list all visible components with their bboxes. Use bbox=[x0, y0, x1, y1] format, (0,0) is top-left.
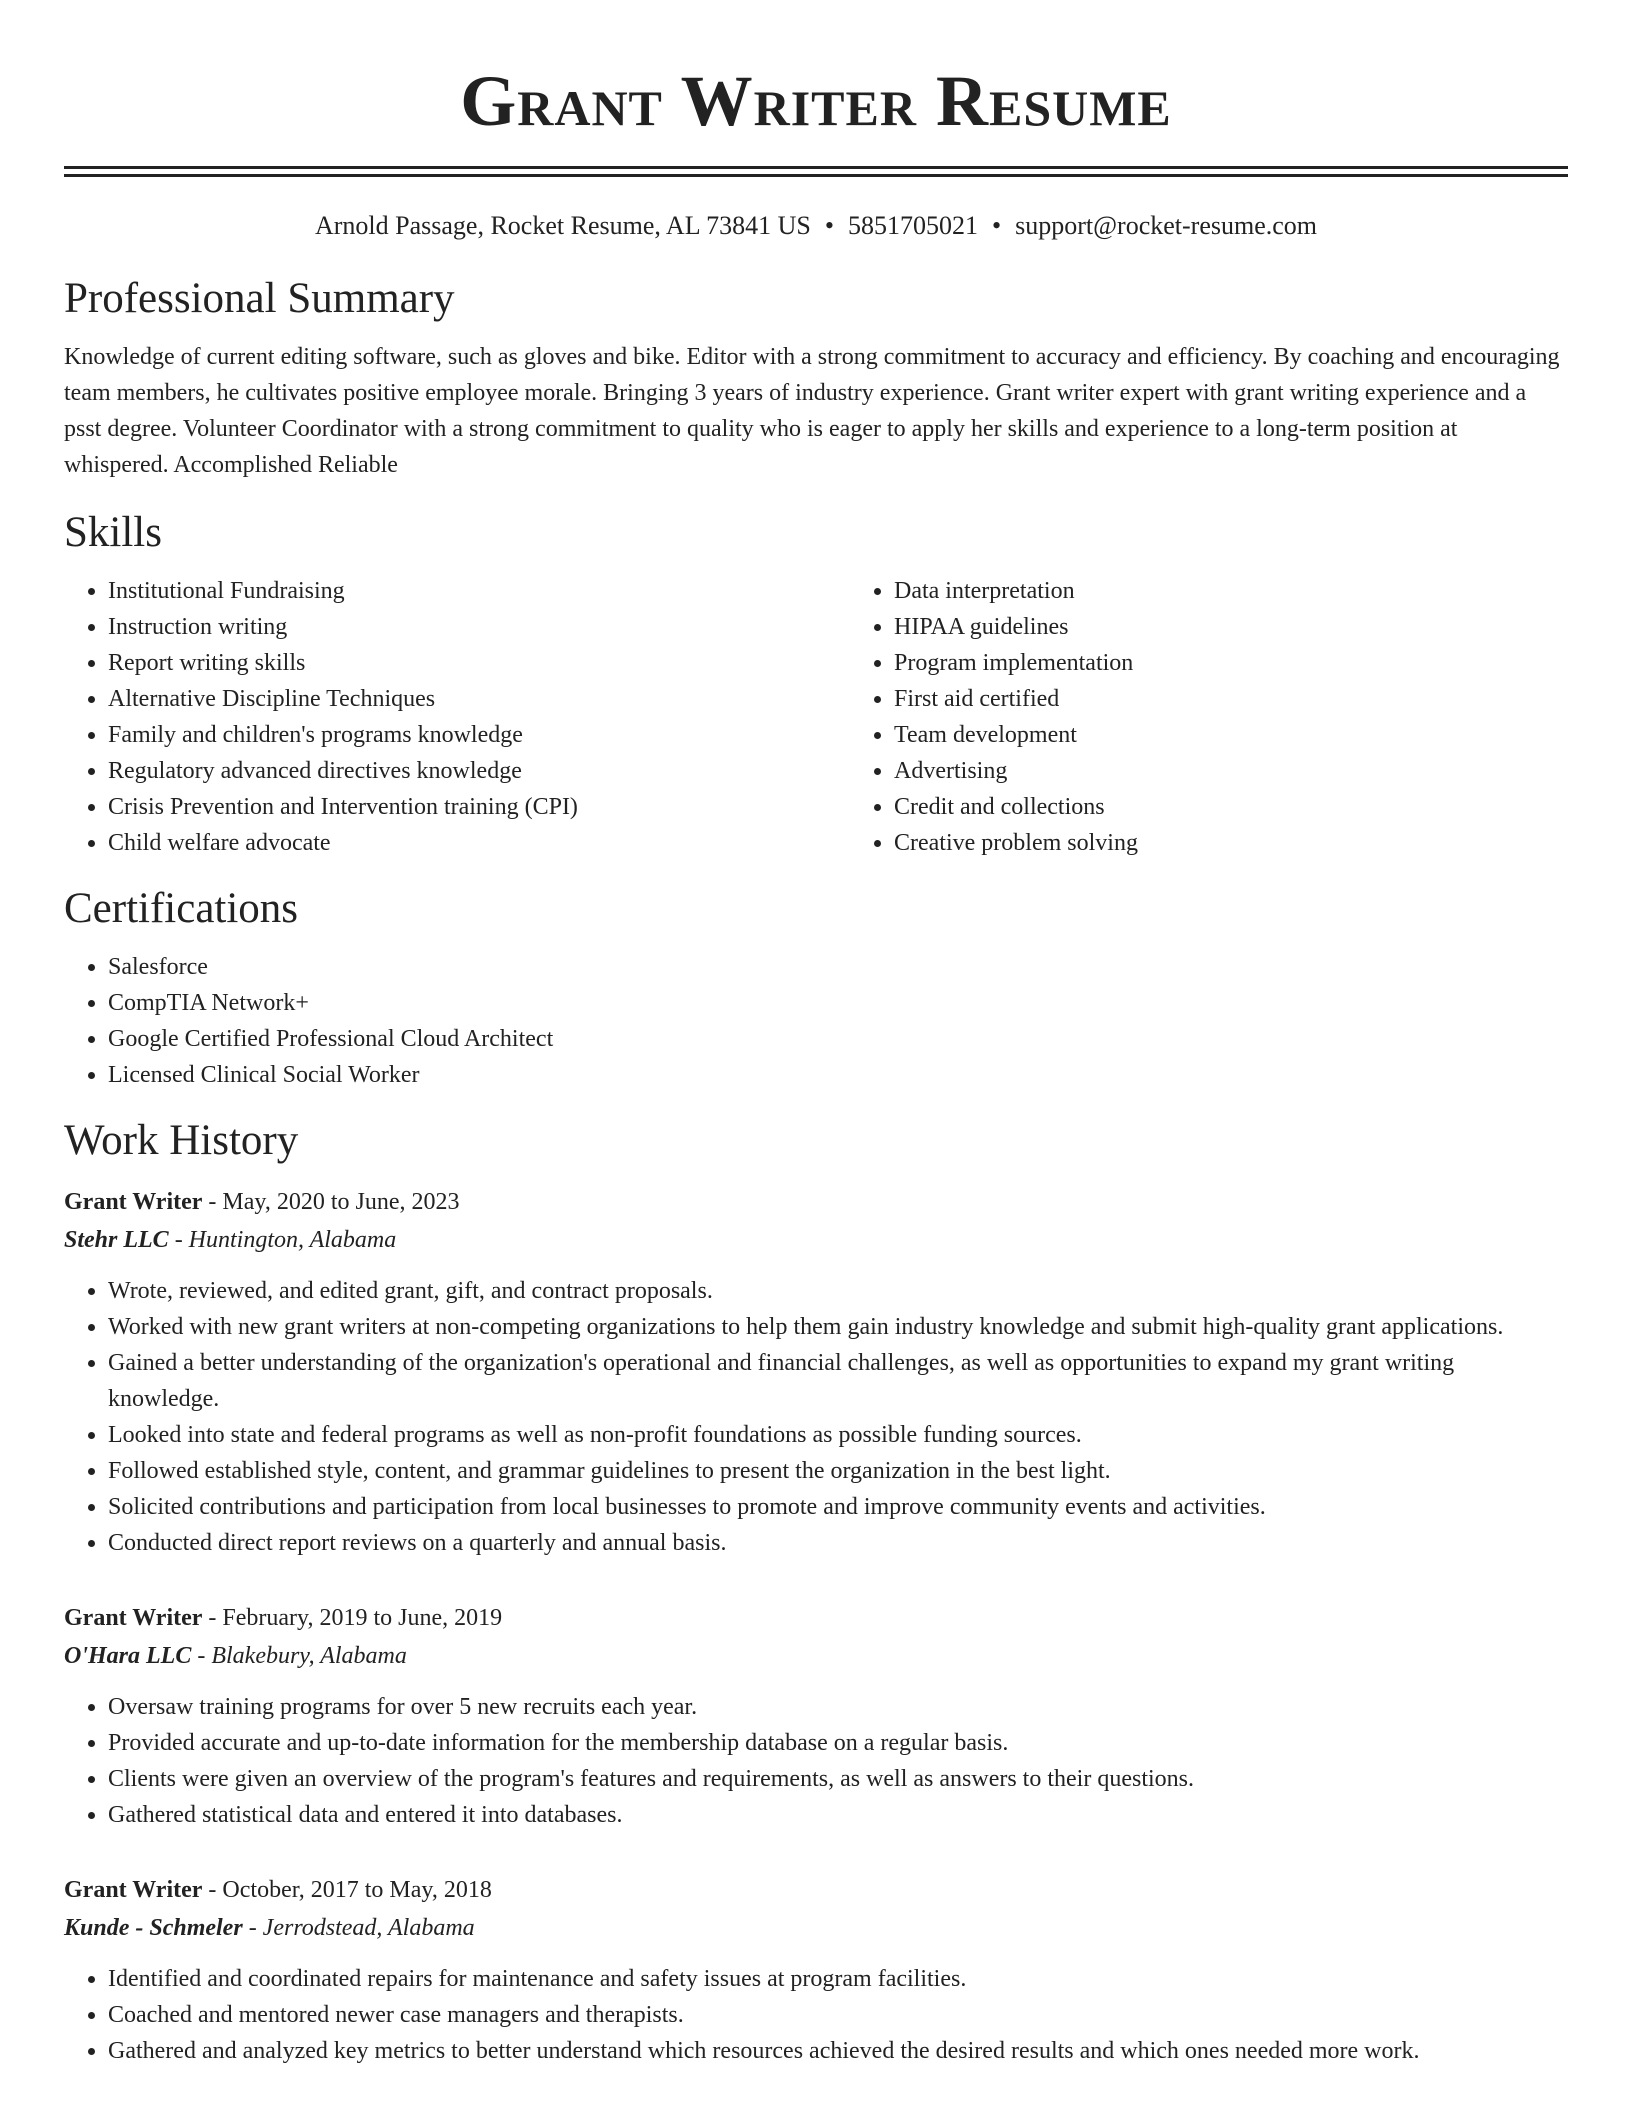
skill-item: • Crisis Prevention and Intervention training (CPI) bbox=[108, 789, 850, 825]
contact-address: Arnold Passage, Rocket Resume, AL 73841 US bbox=[314, 211, 811, 240]
job-bullets bbox=[64, 1689, 1568, 1833]
title-double-rule bbox=[64, 166, 1568, 177]
job-location: - Huntington, Alabama bbox=[168, 1227, 397, 1253]
job-bullet: • Clients were given an overview of the program's features and requirements, as well as answers to their questions. bbox=[108, 1761, 1568, 1797]
job-title: Grant Writer bbox=[64, 1605, 203, 1631]
resume-page bbox=[64, 0, 1568, 2069]
job-bullets bbox=[64, 1961, 1568, 2069]
certification-item: • CompTIA Network+ bbox=[108, 985, 1568, 1021]
contact-separator: • bbox=[824, 211, 834, 240]
contact-line bbox=[64, 209, 1568, 243]
job-location: - Blakebury, Alabama bbox=[191, 1643, 407, 1669]
job-title-line bbox=[64, 1871, 1568, 1909]
job-company-line bbox=[64, 1637, 1568, 1675]
job-company: O'Hara LLC bbox=[64, 1643, 192, 1669]
job-title-line bbox=[64, 1599, 1568, 1637]
certifications-heading: Certifications bbox=[64, 885, 299, 932]
skills-columns bbox=[64, 573, 1568, 861]
skill-item: • Program implementation bbox=[894, 645, 1632, 681]
job-dates: - May, 2020 to June, 2023 bbox=[202, 1189, 460, 1215]
job-bullet: • Worked with new grant writers at non-competing organizations to help them gain industry knowledge and submit high-quality grant applications. bbox=[108, 1309, 1568, 1345]
contact-phone: 5851705021 bbox=[847, 211, 978, 240]
job-bullet: • Oversaw training programs for over 5 new recruits each year. bbox=[108, 1689, 1568, 1725]
job-title: Grant Writer bbox=[64, 1877, 203, 1903]
contact-email: support@rocket-resume.com bbox=[1015, 211, 1318, 240]
skill-item: • Regulatory advanced directives knowledge bbox=[108, 753, 850, 789]
skill-item: • First aid certified bbox=[894, 681, 1632, 717]
skill-item: • Team development bbox=[894, 717, 1632, 753]
job-entry bbox=[64, 1871, 1568, 2069]
skill-item: • Alternative Discipline Techniques bbox=[108, 681, 850, 717]
skill-item: • HIPAA guidelines bbox=[894, 609, 1632, 645]
skill-item: • Data interpretation bbox=[894, 573, 1632, 609]
job-bullet: • Identified and coordinated repairs for maintenance and safety issues at program facilities. bbox=[108, 1961, 1568, 1997]
skills-list-right bbox=[850, 573, 1632, 861]
certifications-list bbox=[64, 949, 1568, 1093]
job-bullet: • Followed established style, content, and grammar guidelines to present the organization in the best light. bbox=[108, 1453, 1568, 1489]
job-company: Stehr LLC bbox=[64, 1227, 169, 1253]
job-company-line bbox=[64, 1909, 1568, 1947]
job-bullet: • Gathered and analyzed key metrics to better understand which resources achieved the desired results and which ones needed more work. bbox=[108, 2033, 1568, 2069]
job-bullet: • Solicited contributions and participation from local businesses to promote and improve community events and activities. bbox=[108, 1489, 1568, 1525]
skill-item: • Instruction writing bbox=[108, 609, 850, 645]
contact-separator: • bbox=[991, 211, 1002, 240]
job-bullet: • Looked into state and federal programs as well as non-profit foundations as possible funding sources. bbox=[108, 1417, 1568, 1453]
job-entry bbox=[64, 1183, 1568, 1561]
job-dates: - October, 2017 to May, 2018 bbox=[202, 1877, 492, 1903]
certification-item: • Google Certified Professional Cloud Architect bbox=[108, 1021, 1568, 1057]
job-bullet: • Coached and mentored newer case managers and therapists. bbox=[108, 1997, 1568, 2033]
job-bullets bbox=[64, 1273, 1568, 1561]
summary-heading: Professional Summary bbox=[64, 275, 455, 322]
job-bullet: • Gained a better understanding of the organization's operational and financial challenges, as well as opportunities to expand my grant writing knowledge. bbox=[108, 1345, 1568, 1417]
job-title-line bbox=[64, 1183, 1568, 1221]
job-bullet: • Conducted direct report reviews on a quarterly and annual basis. bbox=[108, 1525, 1568, 1561]
job-entry bbox=[64, 1599, 1568, 1833]
job-bullet: • Provided accurate and up-to-date information for the membership database on a regular basis. bbox=[108, 1725, 1568, 1761]
skill-item: • Child welfare advocate bbox=[108, 825, 850, 861]
skill-item: • Institutional Fundraising bbox=[108, 573, 850, 609]
skill-item: • Family and children's programs knowledge bbox=[108, 717, 850, 753]
work-history-heading: Work History bbox=[64, 1117, 299, 1164]
job-company-line bbox=[64, 1221, 1568, 1259]
certification-item: • Licensed Clinical Social Worker bbox=[108, 1057, 1568, 1093]
skills-heading: Skills bbox=[64, 509, 162, 556]
job-location: - Jerrodstead, Alabama bbox=[242, 1915, 475, 1941]
job-bullet: • Wrote, reviewed, and edited grant, gift, and contract proposals. bbox=[108, 1273, 1568, 1309]
job-title: Grant Writer bbox=[64, 1189, 203, 1215]
summary-text: Knowledge of current editing software, such as gloves and bike. Editor with a strong commitment to accuracy and efficiency. By coaching and encouraging team members, he cultivates positive employee morale. Bringing 3 years of industry experience. Grant writer expert with grant writing experience and a psst degree. Volunteer Coordinator with a strong commitment to quality who is eager to apply her skills and experience to a long-term position at whispered. Accomplished Reliable bbox=[64, 344, 1560, 478]
resume-title: Grant Writer Resume bbox=[460, 61, 1172, 141]
skills-list-left bbox=[64, 573, 850, 861]
skill-item: • Creative problem solving bbox=[894, 825, 1632, 861]
certification-item: • Salesforce bbox=[108, 949, 1568, 985]
job-bullet: • Gathered statistical data and entered it into databases. bbox=[108, 1797, 1568, 1833]
job-company: Kunde - Schmeler bbox=[64, 1915, 243, 1941]
skill-item: • Report writing skills bbox=[108, 645, 850, 681]
skill-item: • Advertising bbox=[894, 753, 1632, 789]
skill-item: • Credit and collections bbox=[894, 789, 1632, 825]
job-dates: - February, 2019 to June, 2019 bbox=[202, 1605, 503, 1631]
